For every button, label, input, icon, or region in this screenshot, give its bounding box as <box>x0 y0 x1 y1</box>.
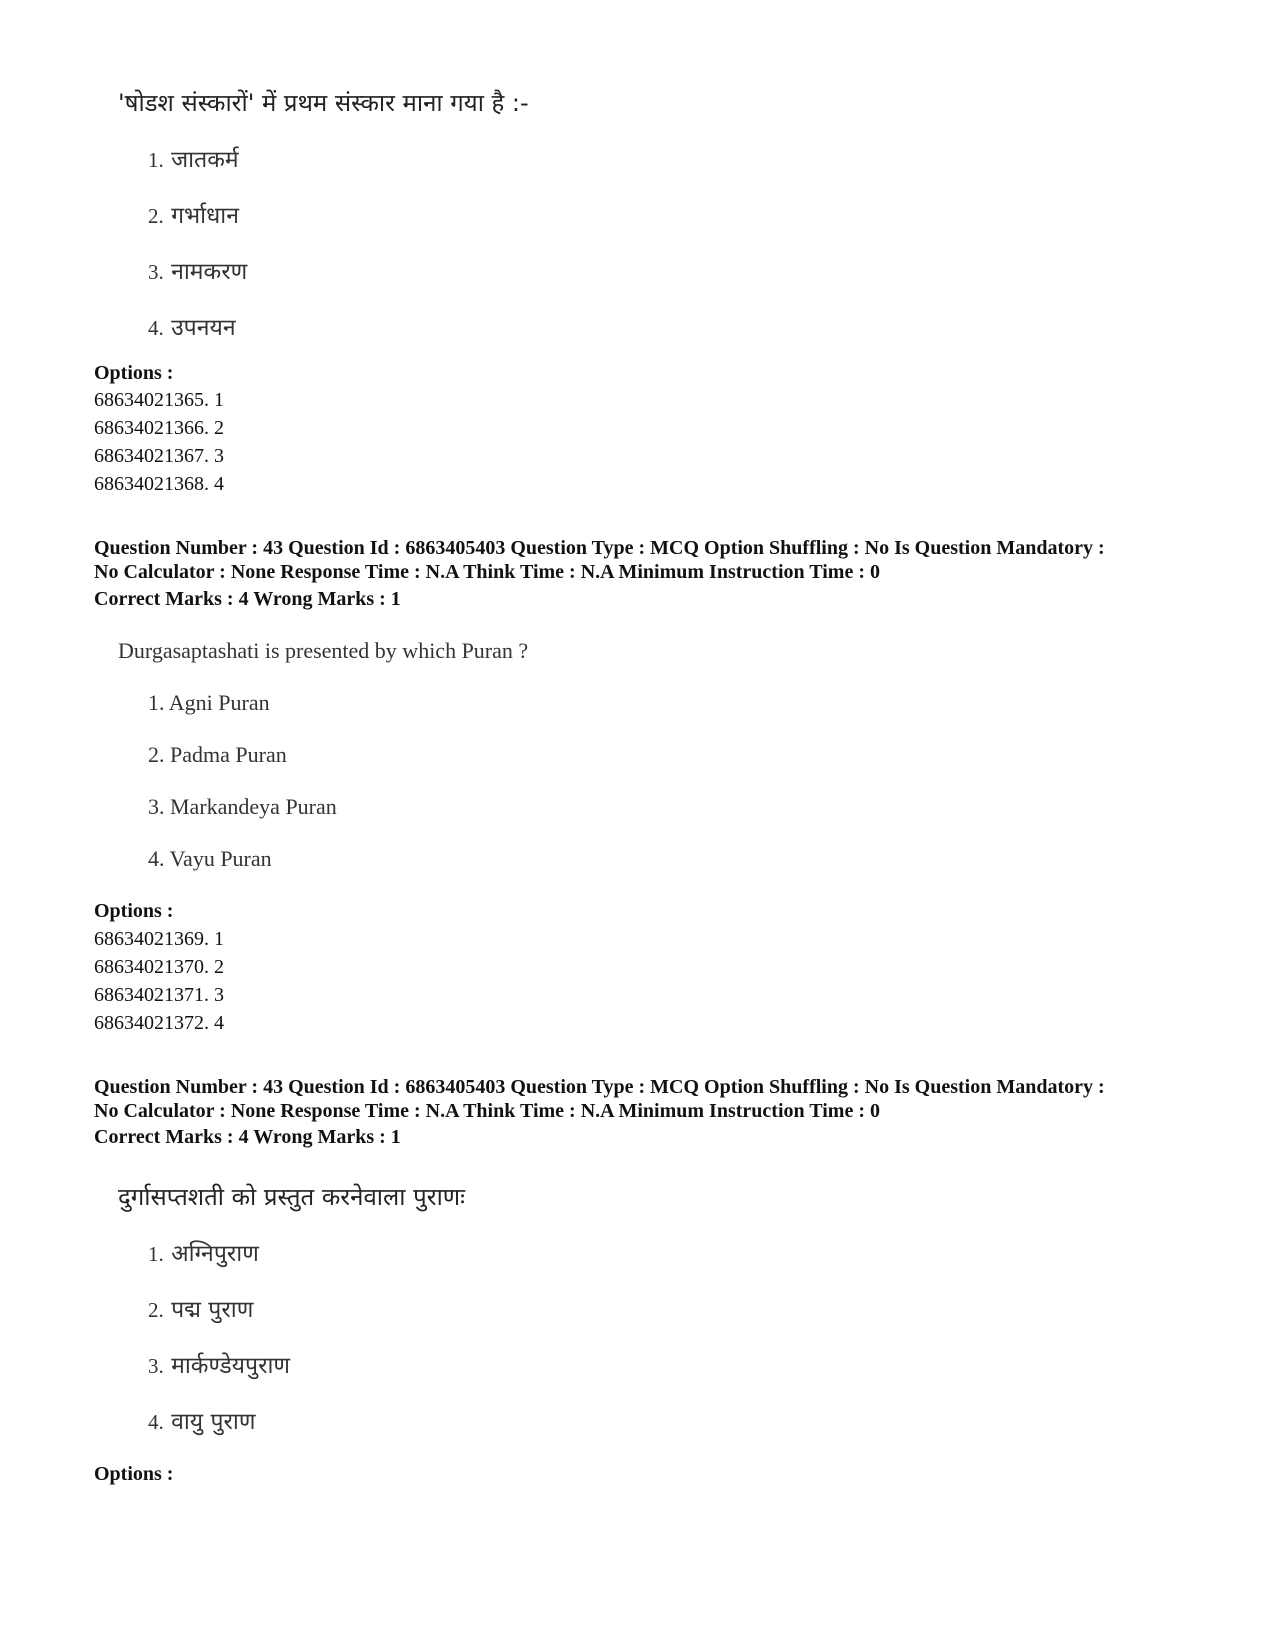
option-id-row: 68634021372. 4 <box>94 1012 224 1034</box>
choice-item <box>148 846 272 872</box>
choice-text: गर्भाधान <box>171 203 240 229</box>
choice-item <box>148 794 337 820</box>
choice-number: 3. <box>148 794 165 819</box>
metadata-line: Question Number : 43 Question Id : 6863405403 Question Type : MCQ Option Shuffling : No Is Question Mandatory : <box>94 537 1105 559</box>
choice-number: 2. <box>148 204 164 228</box>
choice-number: 1. <box>148 148 164 172</box>
option-id-row: 68634021365. 1 <box>94 389 224 411</box>
options-label: Options : <box>94 1463 174 1485</box>
choice-item <box>148 690 270 716</box>
marks-line: Correct Marks : 4 Wrong Marks : 1 <box>94 588 401 610</box>
choice-number: 1. <box>148 690 165 715</box>
choice-item <box>148 1236 259 1268</box>
choice-item <box>148 1292 253 1324</box>
metadata-line: Question Number : 43 Question Id : 6863405403 Question Type : MCQ Option Shuffling : No Is Question Mandatory : <box>94 1076 1105 1098</box>
choice-text: Agni Puran <box>168 690 270 715</box>
metadata-line: No Calculator : None Response Time : N.A Think Time : N.A Minimum Instruction Time : 0 <box>94 561 880 583</box>
choice-text: नामकरण <box>171 259 248 285</box>
choice-text: Markandeya Puran <box>170 794 337 819</box>
metadata-line: No Calculator : None Response Time : N.A Think Time : N.A Minimum Instruction Time : 0 <box>94 1100 880 1122</box>
option-id-row: 68634021367. 3 <box>94 445 224 467</box>
options-label: Options : <box>94 900 174 922</box>
question-text-hindi: 'षोडश संस्कारों' में प्रथम संस्कार माना गया है :- <box>118 89 529 117</box>
question-metadata <box>94 536 1194 584</box>
choice-number: 2. <box>148 742 165 767</box>
option-id-row: 68634021366. 2 <box>94 417 224 439</box>
choice-number: 4. <box>148 316 164 340</box>
choice-text: जातकर्म <box>171 147 239 173</box>
choice-item <box>148 1404 256 1436</box>
choice-number: 3. <box>148 1354 164 1378</box>
choice-text: पद्म पुराण <box>171 1297 254 1323</box>
choice-item <box>148 198 239 230</box>
options-label: Options : <box>94 362 174 384</box>
option-id-row: 68634021368. 4 <box>94 473 224 495</box>
choice-item <box>148 742 287 768</box>
choice-text: अग्निपुराण <box>171 1241 259 1267</box>
option-id-row: 68634021371. 3 <box>94 984 224 1006</box>
choice-item <box>148 254 247 286</box>
marks-line: Correct Marks : 4 Wrong Marks : 1 <box>94 1126 401 1148</box>
choice-number: 1. <box>148 1242 164 1266</box>
question-text-hindi: दुर्गासप्तशती को प्रस्तुत करनेवाला पुराणः <box>118 1183 465 1211</box>
choice-text: वायु पुराण <box>171 1409 256 1435</box>
choice-item <box>148 1348 290 1380</box>
choice-number: 3. <box>148 260 164 284</box>
choice-number: 4. <box>148 846 165 871</box>
choice-text: Vayu Puran <box>169 846 272 871</box>
choice-text: मार्कण्डेयपुराण <box>171 1353 291 1379</box>
choice-number: 4. <box>148 1410 164 1434</box>
choice-text: Padma Puran <box>170 742 287 767</box>
option-id-row: 68634021370. 2 <box>94 956 224 978</box>
choice-item <box>148 142 239 174</box>
choice-item <box>148 310 236 342</box>
choice-text: उपनयन <box>171 315 236 341</box>
choice-number: 2. <box>148 1298 164 1322</box>
question-metadata <box>94 1075 1194 1123</box>
option-id-row: 68634021369. 1 <box>94 928 224 950</box>
question-text-english: Durgasaptashati is presented by which Puran ? <box>118 638 529 663</box>
